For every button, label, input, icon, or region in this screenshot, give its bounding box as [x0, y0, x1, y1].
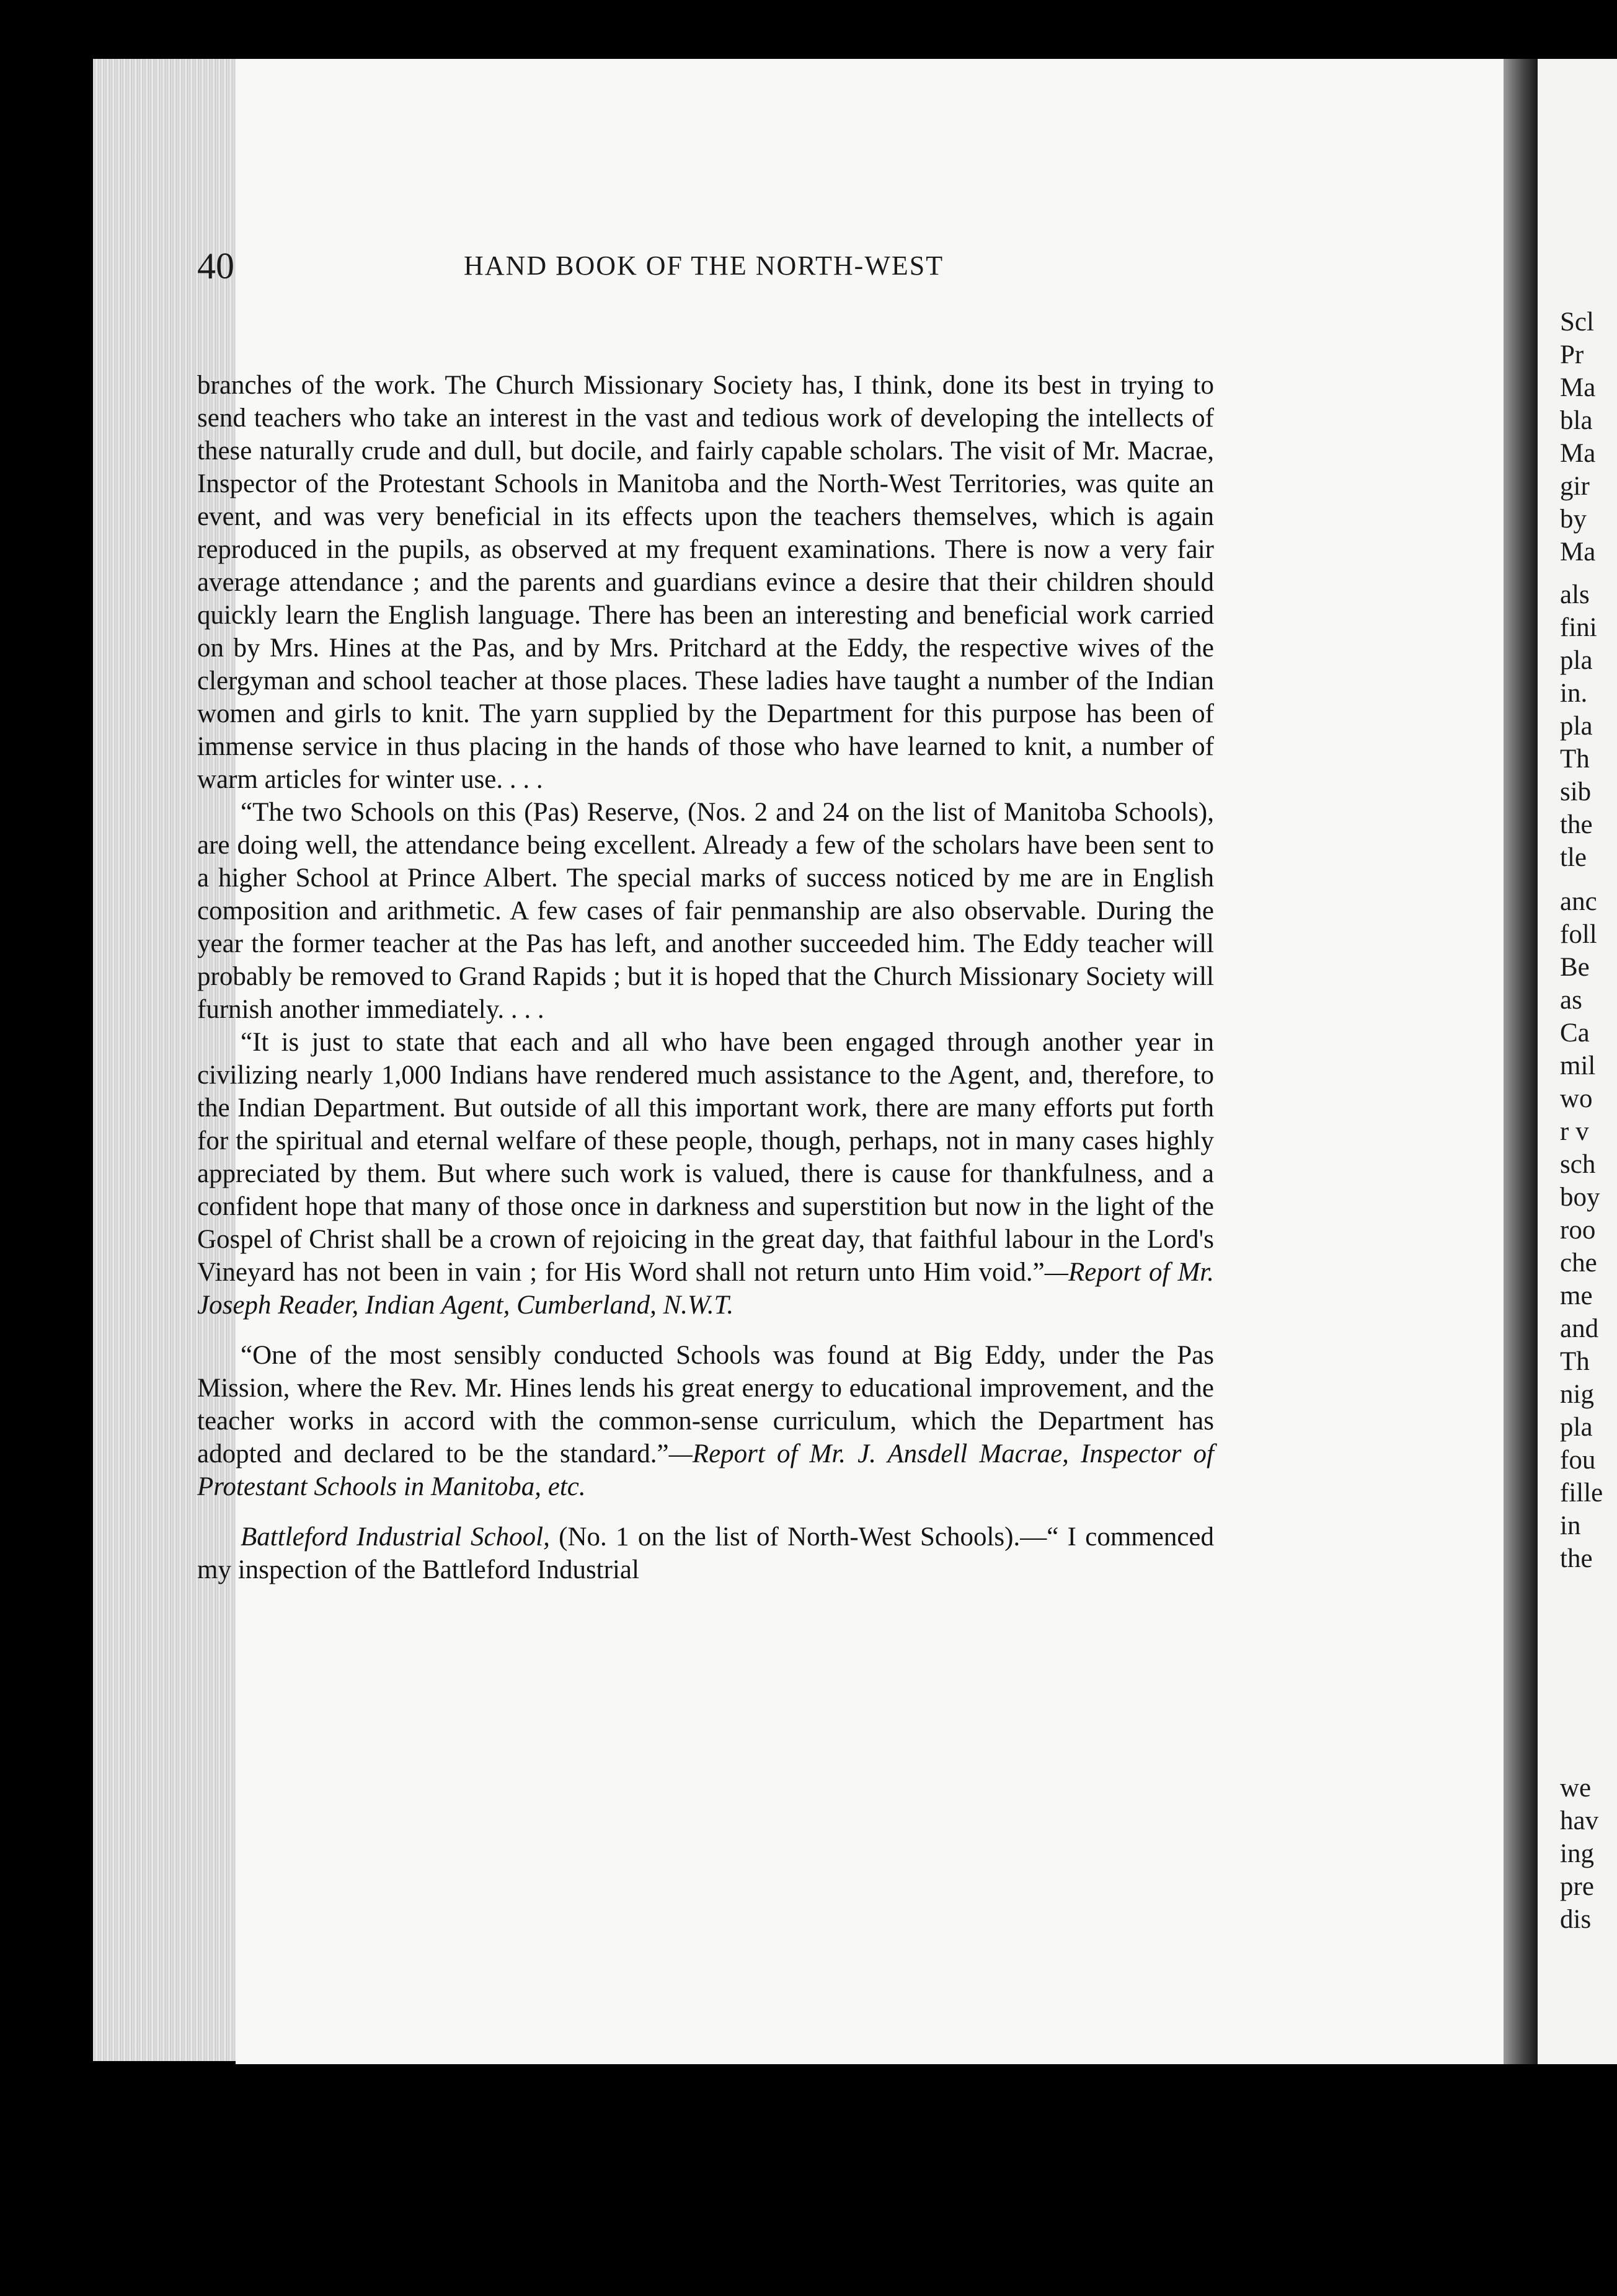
facing-page-fragment: Ma: [1560, 373, 1596, 402]
facing-page-fragment: Be: [1560, 953, 1590, 982]
facing-page-fragment: tle: [1560, 843, 1587, 872]
facing-page-fragment: Pr: [1560, 340, 1584, 369]
facing-page-fragment: by: [1560, 505, 1587, 534]
facing-page-fragment: pre: [1560, 1872, 1594, 1901]
facing-page-fragment: wo: [1560, 1084, 1593, 1113]
paragraph-4-text: “One of the most sensibly conducted Schools was found at Big Eddy, under the Pas Mission, where the Rev. Mr. Hines lends his great energy to educational improvement, and the teacher works in accord with the common-sense curriculum, which the Department has adopted and declared to be the standard.”: [197, 1341, 1214, 1468]
facing-page-fragment: als: [1560, 580, 1590, 609]
facing-page-fragment: as: [1560, 986, 1582, 1015]
facing-page-fragment: Th: [1560, 744, 1590, 774]
paragraph-5-heading: Battleford Industrial School,: [241, 1522, 550, 1552]
facing-page-fragment: and: [1560, 1314, 1599, 1343]
facing-page-fragment: mil: [1560, 1051, 1596, 1080]
facing-page-fragment: Th: [1560, 1347, 1590, 1376]
facing-page-fragment: boy: [1560, 1183, 1600, 1212]
facing-page-fragment: sib: [1560, 777, 1592, 806]
facing-page-fragment: fou: [1560, 1446, 1596, 1475]
paragraph-1: branches of the work. The Church Missionary Society has, I think, done its best in trying to send teachers who take an interest in the vast and tedious work of developing the intellects of these naturally crude and dull, but docile, and fairly capable scholars. The visit of Mr. Macrae, Inspector of the Protestant Schools in Manitoba and the North-West Territories, was quite an event, and was very beneficial in its effects upon the teachers themselves, which is again reproduced in the pupils, as observed at my frequent examinations. There is now a very fair average attendance ; and the parents and guardians evince a desire that their children should quickly learn the English language. There has been an interesting and beneficial work carried on by Mrs. Hines at the Pas, and by Mrs. Pritchard at the Eddy, the respective wives of the clergyman and school teacher at those places. These ladies have taught a number of the Indian women and girls to knit. The yarn supplied by the Department for this purpose has been of immense service in thus placing in the hands of those who have learned to knit, a number of warm articles for winter use. . . .: [197, 371, 1214, 794]
facing-page-fragment: sch: [1560, 1150, 1596, 1179]
facing-page-fragment: we: [1560, 1773, 1592, 1803]
page-body: [197, 369, 1214, 1586]
paragraph-5-text: (No. 1 on the list of North-West Schools).—“ I commenced my inspection of the Battleford Industrial: [197, 1522, 1214, 1584]
facing-page-fragment: nig: [1560, 1380, 1594, 1409]
paragraph-4: [197, 1339, 1214, 1503]
paragraph-3-text: “It is just to state that each and all who have been engaged through another year in civilizing nearly 1,000 Indians have rendered much assistance to the Agent, and, therefore, to the Indian Department. But outside of all this important work, there are many efforts put forth for the spiritual and eternal welfare of these people, though, perhaps, not in many cases highly appreciated by them. But where such work is valued, there is cause for thankfulness, and a confident hope that many of those once in darkness and superstition but now in the light of the Gospel of Christ shall be a crown of rejoicing in the great day, that faithful labour in the Lord's Vineyard has not been in vain ; for His Word shall not return unto Him void.”: [197, 1028, 1214, 1287]
facing-page-fragment: anc: [1560, 887, 1597, 916]
facing-page-fragment: hav: [1560, 1806, 1599, 1835]
facing-page-fragment: in.: [1560, 679, 1588, 708]
facing-page-fragment: pla: [1560, 1413, 1593, 1442]
facing-page-fragment: the: [1560, 1544, 1593, 1573]
paragraph-4-citation: —Report of Mr. J. Ansdell Macrae, Inspector of Protestant Schools in Manitoba, etc.: [197, 1439, 1214, 1501]
facing-page-fragment: Ca: [1560, 1018, 1590, 1048]
facing-page-fragment: Ma: [1560, 537, 1596, 567]
facing-page-fragment: the: [1560, 810, 1593, 839]
facing-page-fragment: Scl: [1560, 307, 1594, 337]
facing-page: [1538, 59, 1617, 2064]
facing-page-fragment: roo: [1560, 1216, 1596, 1245]
book-gutter: [1504, 59, 1538, 2064]
facing-page-fragment: r v: [1560, 1117, 1589, 1146]
facing-page-fragment: pla: [1560, 712, 1593, 741]
paragraph-5: [197, 1521, 1214, 1586]
facing-page-fragment: ing: [1560, 1839, 1594, 1868]
facing-page-fragment: dis: [1560, 1905, 1592, 1934]
page-number: 40: [197, 245, 234, 286]
facing-page-fragment: foll: [1560, 920, 1597, 949]
facing-page-fragment: che: [1560, 1248, 1597, 1278]
facing-page-fragment: pla: [1560, 646, 1593, 675]
page-header: [197, 245, 1233, 313]
facing-page-fragment: gir: [1560, 472, 1590, 501]
paragraph-2: “The two Schools on this (Pas) Reserve, (Nos. 2 and 24 on the list of Manitoba Schools), are doing well, the attendance being excellent. Already a few of the scholars have been sent to a higher School at Prince Albert. The special marks of success noticed by me are in English composition and arithmetic. A few cases of fair penmanship are also observable. During the year the former teacher at the Pas has left, and another succeeded him. The Eddy teacher will probably be removed to Grand Rapids ; but it is hoped that the Church Missionary Society will furnish another immediately. . . .: [197, 798, 1214, 1024]
facing-page-fragment: in: [1560, 1511, 1581, 1540]
facing-page-fragment: fille: [1560, 1478, 1603, 1508]
paragraph-3-citation: —Report of Mr. Joseph Reader, Indian Agent, Cumberland, N.W.T.: [197, 1258, 1215, 1320]
running-head: HAND BOOK OF THE NORTH-WEST: [464, 250, 944, 281]
facing-page-fragment: bla: [1560, 406, 1593, 435]
facing-page-fragment: me: [1560, 1281, 1593, 1310]
facing-page-fragment: Ma: [1560, 439, 1596, 468]
paragraph-3: [197, 1026, 1214, 1322]
facing-page-fragment: fini: [1560, 613, 1597, 642]
